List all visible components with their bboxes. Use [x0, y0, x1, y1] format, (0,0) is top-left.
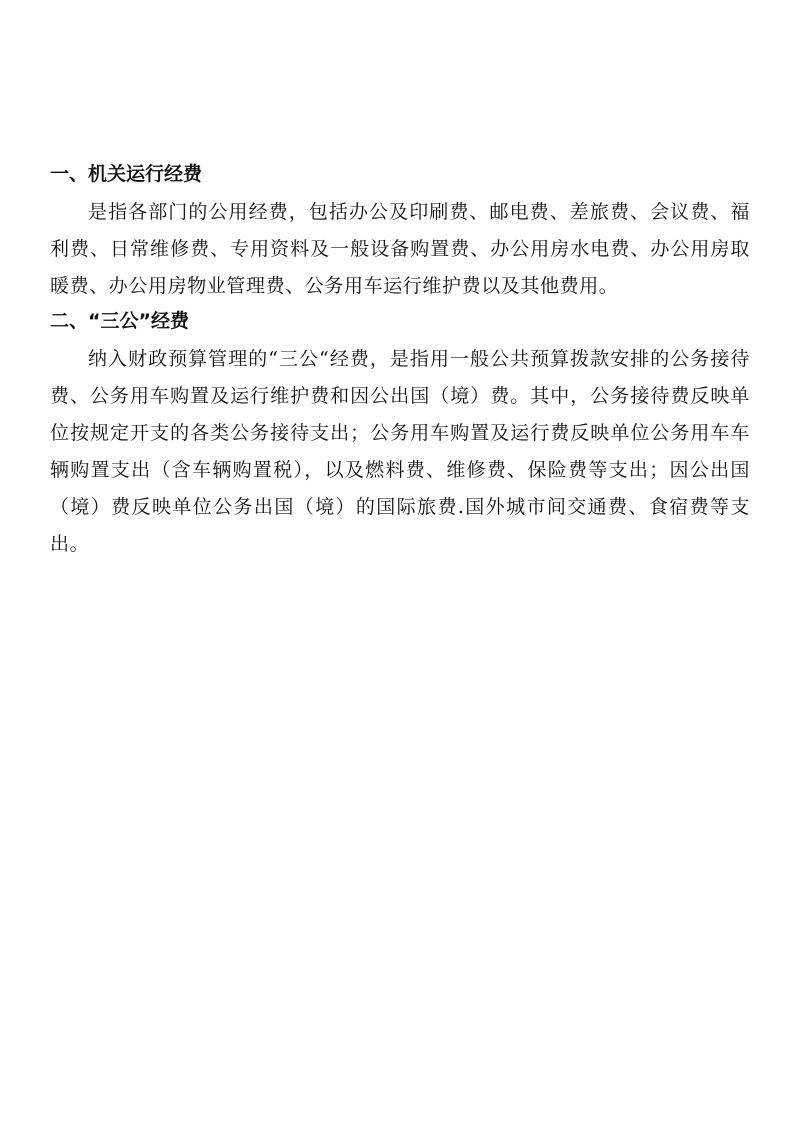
- section-body-three-public-expenses: 纳入财政预算管理的“三公“经费，是指用一般公共预算拨款安排的公务接待费、公务用车购置及运行维护费和因公出国（境）费。其中，公务接待费反映单位按规定开支的各类公务接待支出；公务用车购置及运行费反映单位公务用车车辆购置支出（含车辆购置税），以及燃料费、维修费、保险费等支出；因公出国（境）费反映单位公务出国（境）的国际旅费.国外城市间交通费、食宿费等支出。: [50, 348, 750, 555]
- section-heading-agency-operating-expenses: 一、机关运行经费: [50, 163, 203, 185]
- section-body-agency-operating-expenses: 是指各部门的公用经费，包括办公及印刷费、邮电费、差旅费、会议费、福利费、日常维修费、专用资料及一般设备购置费、办公用房水电费、办公用房取暖费、办公用房物业管理费、公务用车运行维护费以及其他费用。: [50, 201, 750, 297]
- document-content: [50, 158, 750, 563]
- section-heading-three-public-expenses: 二、“三公”经费: [50, 310, 189, 332]
